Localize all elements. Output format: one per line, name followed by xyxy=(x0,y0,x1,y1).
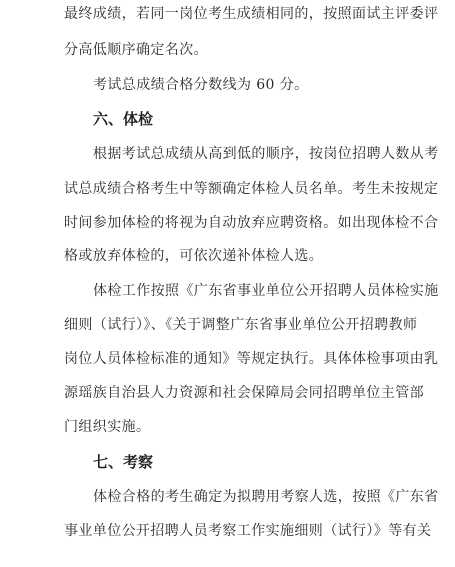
body-line: 体检工作按照《广东省事业单位公开招聘人员体检实施 xyxy=(93,283,439,299)
body-line: 分高低顺序确定名次。 xyxy=(64,42,208,58)
body-line: 岗位人员体检标准的通知》等规定执行。具体体检事项由乳 xyxy=(64,351,439,367)
body-line: 考试总成绩合格分数线为 60 分。 xyxy=(93,77,309,93)
body-line: 门组织实施。 xyxy=(64,419,151,435)
body-line: 根据考试总成绩从高到低的顺序，按岗位招聘人数从考 xyxy=(93,146,439,162)
section-heading-inspection: 七、考察 xyxy=(93,453,154,471)
body-line: 时间参加体检的将视为自动放弃应聘资格。如出现体检不合 xyxy=(64,215,439,231)
body-line: 试总成绩合格考生中等额确定体检人员名单。考生未按规定 xyxy=(64,181,439,197)
body-line: 源瑶族自治县人力资源和社会保障局会同招聘单位主管部 xyxy=(64,385,424,401)
body-line: 体检合格的考生确定为拟聘用考察人选，按照《广东省 xyxy=(93,489,439,505)
body-line: 格或放弃体检的，可依次递补体检人选。 xyxy=(64,248,324,264)
body-line: 事业单位公开招聘人员考察工作实施细则（试行）》等有关 xyxy=(64,523,432,539)
section-heading-physical-exam: 六、体检 xyxy=(93,110,154,128)
body-line: 细则（试行）》、《关于调整广东省事业单位公开招聘教师 xyxy=(64,317,418,333)
body-line: 最终成绩，若同一岗位考生成绩相同的，按照面试主评委评 xyxy=(64,6,439,22)
